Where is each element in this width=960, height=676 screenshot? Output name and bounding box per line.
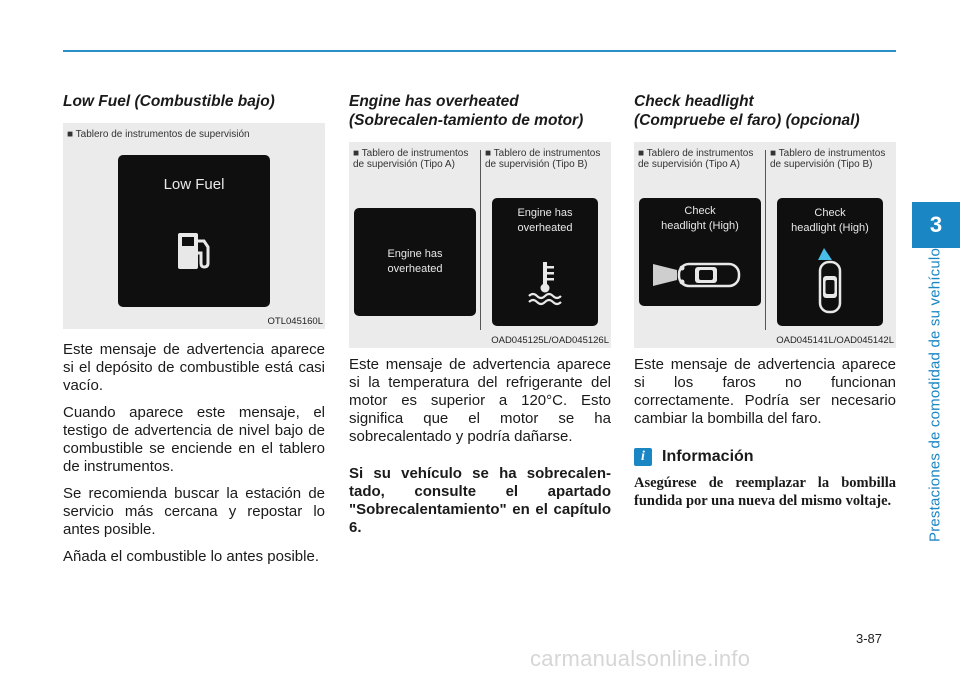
cluster-screen-type-a (639, 198, 761, 306)
screen-text: Engine has (387, 248, 443, 260)
figure-code: OAD045141L/OAD045142L (776, 335, 894, 346)
figure-label-type-a: ■ Tablero de instrumentos de supervisión (Tipo A) (638, 148, 754, 170)
paragraph: Se recomienda buscar la estación de servicio más cercana y repostar lo antes posible. (63, 485, 325, 538)
figure-engine-overheated (349, 142, 611, 348)
screen-text: overheated (387, 263, 443, 275)
cluster-screen-type-b (492, 198, 598, 326)
paragraph: Añada el combustible lo antes posible. (63, 548, 319, 565)
info-text: Asegúrese de reemplazar la bombilla fundida por una nueva del mismo voltaje. (634, 475, 896, 509)
section-check-headlight (634, 92, 896, 510)
bold-paragraph: Si su vehículo se ha sobrecalen-tado, consulte el apartado "Sobrecalentamiento" en el capítulo 6. (349, 465, 611, 536)
screen-text: Low Fuel (163, 176, 225, 193)
screen-text: headlight (High) (791, 222, 869, 234)
figure-label-type-b: ■ Tablero de instrumentos de supervisión (Tipo B) (770, 148, 886, 170)
chapter-side-title: Prestaciones de comodidad de su vehículo (926, 247, 944, 543)
coolant-temperature-icon (525, 260, 565, 306)
figure-code: OAD045125L/OAD045126L (491, 335, 609, 346)
page-number: 3-87 (856, 631, 883, 646)
figure-label-type-b: ■ Tablero de instrumentos de supervisión (Tipo B) (485, 148, 601, 170)
figure-low-fuel (63, 123, 325, 329)
info-header (634, 448, 896, 466)
watermark: carmanualsonline.info (530, 646, 751, 671)
car-headlight-icon (651, 254, 751, 294)
figure-code: OTL045160L (267, 316, 323, 327)
screen-text: overheated (517, 222, 573, 234)
figure-check-headlight (634, 142, 896, 348)
info-icon: i (634, 448, 652, 466)
paragraph: Este mensaje de advertencia aparece si la temperatura del refrigerante del motor es superior a 120°C. Esto significa que el motor se ha sobrecalentado y podría dañarse. (349, 356, 611, 445)
section-engine-overheated (349, 92, 611, 546)
title-line: (Sobrecalen-tamiento de motor) (349, 112, 584, 129)
section-title-check-headlight (634, 92, 896, 130)
title-line: (Compruebe el faro) (opcional) (634, 112, 860, 129)
paragraph: Este mensaje de advertencia aparece si los faros no funcionan correctamente. Podría ser necesario cambiar la bombilla del faro. (634, 356, 896, 427)
chapter-number-tab: 3 (912, 202, 960, 248)
paragraph: Este mensaje de advertencia aparece si el depósito de combustible está casi vacío. (63, 341, 325, 394)
screen-text: Check (814, 207, 846, 219)
title-line: Engine has overheated (349, 93, 519, 110)
figure-divider (765, 150, 766, 330)
screen-text: Check (684, 205, 716, 217)
figure-label: ■ Tablero de instrumentos de supervisión (67, 129, 250, 140)
section-low-fuel (63, 92, 325, 575)
screen-text: headlight (High) (661, 220, 739, 232)
screen-text: Engine has (517, 207, 573, 219)
cluster-screen (118, 155, 270, 307)
figure-label-type-a: ■ Tablero de instrumentos de supervisión (Tipo A) (353, 148, 469, 170)
title-line: Check headlight (634, 93, 754, 110)
section-title-engine-overheated (349, 92, 611, 130)
car-top-view-icon (810, 246, 850, 318)
figure-divider (480, 150, 481, 330)
info-title: Información (662, 448, 754, 465)
fuel-pump-icon (174, 227, 214, 273)
cluster-screen-type-a (354, 208, 476, 316)
cluster-screen-type-b (777, 198, 883, 326)
paragraph: Cuando aparece este mensaje, el testigo de advertencia de nivel bajo de combustible se enciende en el tablero de instrumentos. (63, 404, 325, 475)
top-rule (63, 50, 896, 52)
section-title-low-fuel: Low Fuel (Combustible bajo) (63, 93, 275, 110)
